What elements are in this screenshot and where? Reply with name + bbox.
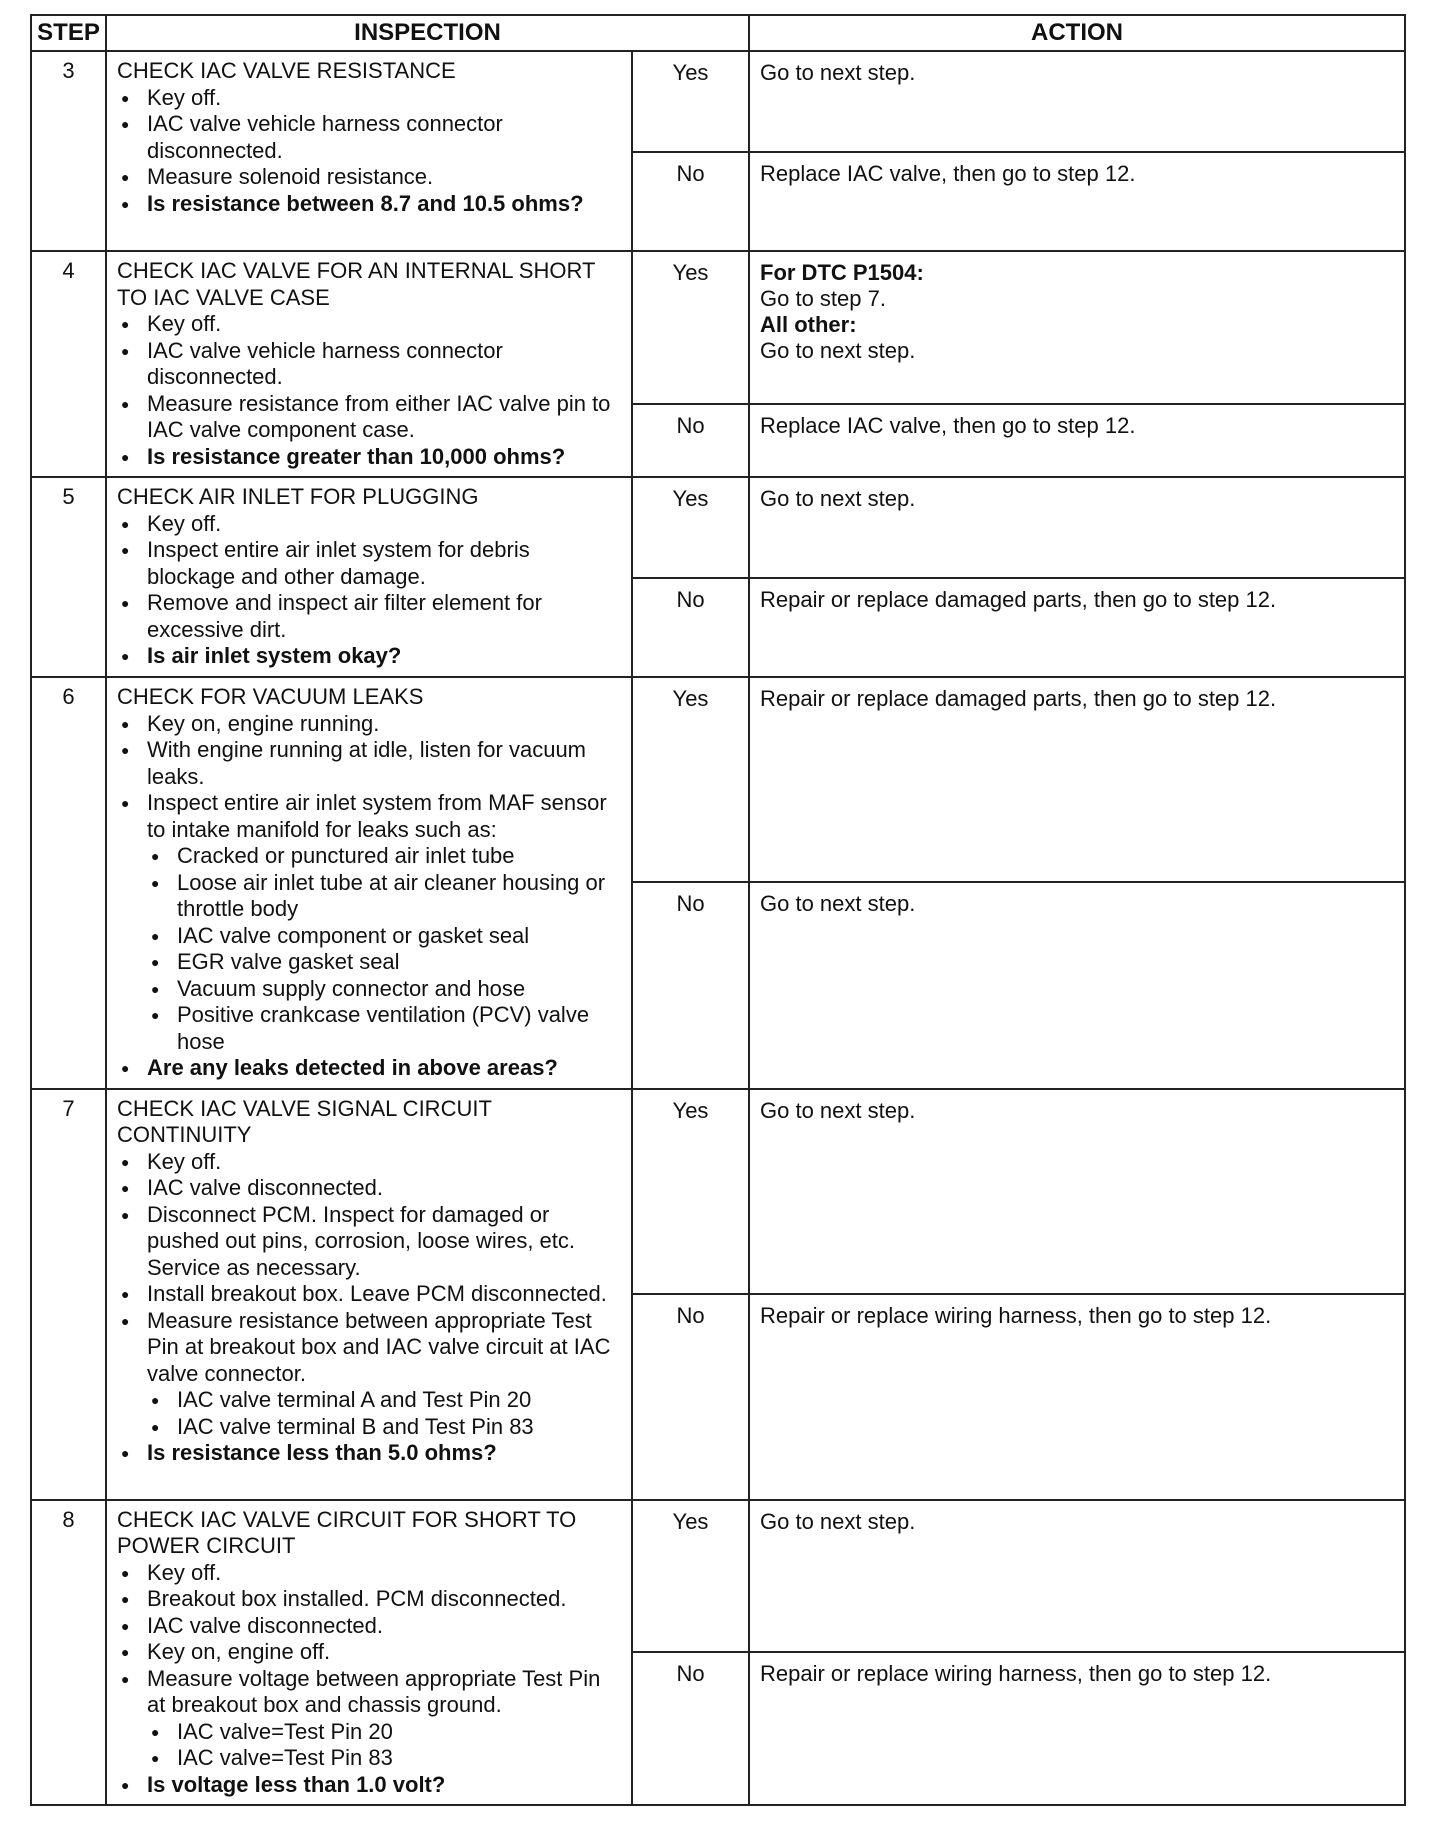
list-item: ● IAC valve disconnected.: [117, 1175, 621, 1202]
inspection-cell: [106, 477, 632, 677]
step-number: 3: [31, 51, 106, 251]
header-inspection: INSPECTION: [106, 15, 749, 51]
step-3-yes-row: [31, 51, 1405, 152]
list-item-text: Inspect entire air inlet system from MAF sensor to intake manifold for leaks such as:: [147, 790, 607, 842]
inspection-title: CHECK IAC VALVE SIGNAL CIRCUIT CONTINUITY: [117, 1095, 492, 1147]
yes-label: Yes: [632, 251, 749, 404]
list-item: ● IAC valve vehicle harness connector disconnected.: [117, 111, 621, 164]
sub-list-item: ● EGR valve gasket seal: [147, 949, 621, 976]
inspection-question: ● Is air inlet system okay?: [117, 643, 621, 670]
inspection-cell: [106, 1500, 632, 1806]
yes-action: Go to next step.: [749, 1089, 1405, 1294]
list-item-text: Measure voltage between appropriate Test Pin at breakout box and chassis ground.: [147, 1665, 601, 1717]
no-label: No: [632, 882, 749, 1088]
sub-list-item: ● IAC valve=Test Pin 20: [147, 1719, 621, 1746]
inspection-title: CHECK AIR INLET FOR PLUGGING: [117, 484, 479, 509]
no-label: No: [632, 404, 749, 477]
list-item: [117, 790, 621, 1055]
no-action: Repair or replace wiring harness, then go to step 12.: [749, 1652, 1405, 1805]
inspection-title: CHECK FOR VACUUM LEAKS: [117, 684, 424, 709]
inspection-question: ● Is resistance less than 5.0 ohms?: [117, 1440, 621, 1467]
yes-action: Repair or replace damaged parts, then go to step 12.: [749, 677, 1405, 882]
yes-action: Go to next step.: [749, 477, 1405, 578]
step-5-yes-row: [31, 477, 1405, 578]
list-item: [117, 1308, 621, 1441]
inspection-question: ● Is resistance greater than 10,000 ohms?: [117, 444, 621, 471]
diagnostic-table: [30, 14, 1406, 1806]
list-item: ● Key off.: [117, 511, 621, 538]
list-item: ● Remove and inspect air filter element for excessive dirt.: [117, 590, 621, 643]
yes-action: Go to next step.: [749, 1500, 1405, 1653]
inspection-bullets: [117, 1560, 621, 1799]
inspection-bullets: [117, 311, 621, 470]
list-item: ● Key off.: [117, 1149, 621, 1176]
no-action: Replace IAC valve, then go to step 12.: [749, 152, 1405, 251]
diagnostic-table-sheet: [30, 14, 1404, 1806]
step-number: 4: [31, 251, 106, 477]
step-8-yes-row: [31, 1500, 1405, 1653]
list-item: ● Key off.: [117, 311, 621, 338]
list-item: ● With engine running at idle, listen for vacuum leaks.: [117, 737, 621, 790]
sub-list-item: ● IAC valve=Test Pin 83: [147, 1745, 621, 1772]
sub-bullets: [147, 843, 621, 1055]
header-step: STEP: [31, 15, 106, 51]
action-heading: All other:: [760, 312, 857, 337]
action-heading: For DTC P1504:: [760, 260, 924, 285]
step-4-yes-row: [31, 251, 1405, 404]
action-text: Go to step 7.: [760, 286, 886, 311]
inspection-bullets: [117, 511, 621, 670]
inspection-cell: [106, 251, 632, 477]
action-text: Go to next step.: [760, 338, 916, 363]
sub-bullets: [147, 1719, 621, 1772]
yes-label: Yes: [632, 51, 749, 152]
yes-label: Yes: [632, 477, 749, 578]
list-item: ● Breakout box installed. PCM disconnected.: [117, 1586, 621, 1613]
inspection-cell: [106, 51, 632, 251]
step-number: 7: [31, 1089, 106, 1500]
inspection-bullets: [117, 1149, 621, 1467]
inspection-question: ● Is voltage less than 1.0 volt?: [117, 1772, 621, 1799]
list-item: ● Key off.: [117, 1560, 621, 1587]
no-action: Replace IAC valve, then go to step 12.: [749, 404, 1405, 477]
list-item: [117, 1666, 621, 1772]
inspection-question: ● Is resistance between 8.7 and 10.5 ohms?: [117, 191, 621, 218]
list-item-text: Measure resistance between appropriate Test Pin at breakout box and IAC valve circuit at IAC valve connector.: [147, 1307, 611, 1386]
step-number: 6: [31, 677, 106, 1089]
yes-action: [749, 251, 1405, 404]
list-item: ● Key on, engine running.: [117, 711, 621, 738]
inspection-cell: [106, 677, 632, 1089]
no-action: Repair or replace damaged parts, then go to step 12.: [749, 578, 1405, 677]
no-label: No: [632, 1652, 749, 1805]
sub-list-item: ● IAC valve component or gasket seal: [147, 923, 621, 950]
inspection-bullets: [117, 711, 621, 1082]
step-number: 8: [31, 1500, 106, 1806]
inspection-title: CHECK IAC VALVE CIRCUIT FOR SHORT TO POWER CIRCUIT: [117, 1506, 577, 1558]
step-6-yes-row: [31, 677, 1405, 882]
yes-label: Yes: [632, 1500, 749, 1653]
sub-list-item: ● Cracked or punctured air inlet tube: [147, 843, 621, 870]
inspection-cell: [106, 1089, 632, 1500]
list-item: ● Inspect entire air inlet system for debris blockage and other damage.: [117, 537, 621, 590]
sub-bullets: [147, 1387, 621, 1440]
header-action: ACTION: [749, 15, 1405, 51]
list-item: ● Key on, engine off.: [117, 1639, 621, 1666]
sub-list-item: ● IAC valve terminal A and Test Pin 20: [147, 1387, 621, 1414]
no-label: No: [632, 152, 749, 251]
step-number: 5: [31, 477, 106, 677]
inspection-bullets: [117, 85, 621, 218]
no-action: Go to next step.: [749, 882, 1405, 1088]
inspection-title: CHECK IAC VALVE FOR AN INTERNAL SHORT TO IAC VALVE CASE: [117, 258, 595, 310]
yes-label: Yes: [632, 1089, 749, 1294]
sub-list-item: ● Positive crankcase ventilation (PCV) valve hose: [147, 1002, 621, 1055]
list-item: ● IAC valve disconnected.: [117, 1613, 621, 1640]
no-label: No: [632, 578, 749, 677]
list-item: ● Key off.: [117, 85, 621, 112]
inspection-question: ● Are any leaks detected in above areas?: [117, 1055, 621, 1082]
no-label: No: [632, 1294, 749, 1500]
sub-list-item: ● Loose air inlet tube at air cleaner housing or throttle body: [147, 870, 621, 923]
list-item: ● Measure solenoid resistance.: [117, 164, 621, 191]
list-item: ● Measure resistance from either IAC valve pin to IAC valve component case.: [117, 391, 621, 444]
yes-label: Yes: [632, 677, 749, 882]
table-header-row: [31, 15, 1405, 51]
sub-list-item: ● Vacuum supply connector and hose: [147, 976, 621, 1003]
list-item: ● IAC valve vehicle harness connector disconnected.: [117, 338, 621, 391]
sub-list-item: ● IAC valve terminal B and Test Pin 83: [147, 1414, 621, 1441]
list-item: ● Install breakout box. Leave PCM disconnected.: [117, 1281, 621, 1308]
yes-action: Go to next step.: [749, 51, 1405, 152]
inspection-title: CHECK IAC VALVE RESISTANCE: [117, 58, 456, 83]
no-action: Repair or replace wiring harness, then go to step 12.: [749, 1294, 1405, 1500]
step-7-yes-row: [31, 1089, 1405, 1294]
list-item: ● Disconnect PCM. Inspect for damaged or pushed out pins, corrosion, loose wires, etc. Service as necessary.: [117, 1202, 621, 1282]
